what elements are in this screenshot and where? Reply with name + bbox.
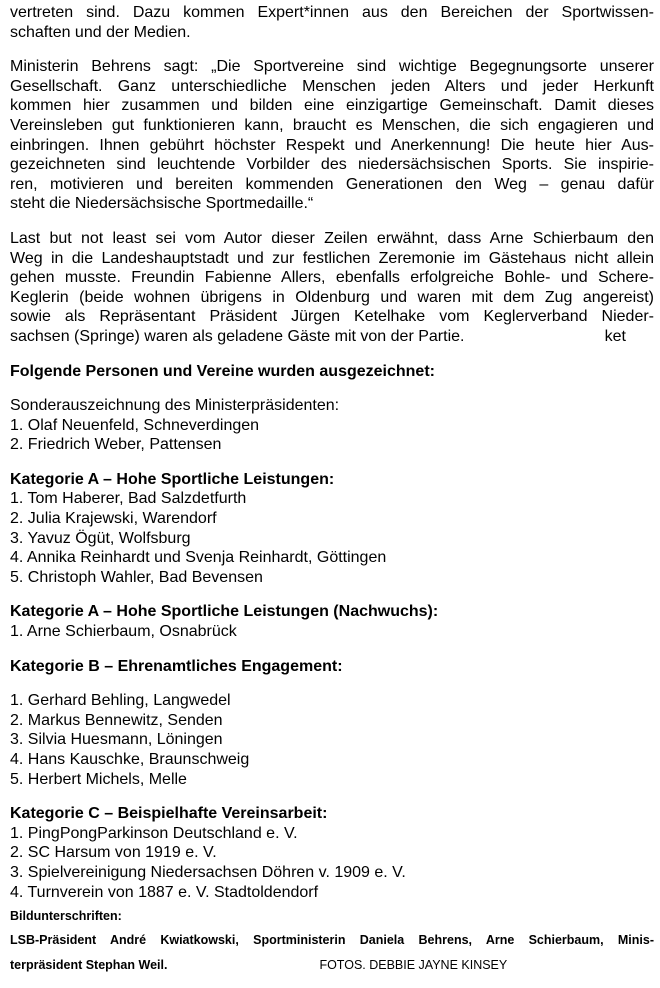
list-item: 1. Olaf Neuenfeld, Schneverdingen [10, 416, 260, 434]
text-line: sowie als Repräsentant Präsident Jürgen Ketelhake vom Keglerverband Nieder- [10, 308, 654, 326]
paragraph-last-but-not-least [10, 229, 654, 347]
text-line: Gesellschaft. Ganz unterschiedliche Menschen jeden Alters und jeder Herkunft [10, 77, 654, 95]
list-item: 1. Arne Schierbaum, Osnabrück [10, 623, 237, 641]
list-item: 4. Turnverein von 1887 e. V. Stadtoldendorf [10, 883, 319, 901]
captions-heading: Bildunterschriften: [10, 909, 122, 924]
list-item: 2. Friedrich Weber, Pattensen [10, 436, 222, 454]
section-captions [10, 908, 654, 978]
section-special-award [10, 396, 654, 455]
paragraph-intro-end [10, 3, 654, 42]
section-kategorie-a-nachwuchs [10, 602, 654, 641]
section-kategorie-a [10, 470, 654, 588]
caption-line: LSB-Präsident André Kwiatkowski, Sportministerin Daniela Behrens, Arne Schierbaum, Minis- [10, 933, 654, 948]
caption-line: terpräsident Stephan Weil. FOTOS. DEBBIE JAYNE KINSEY [10, 958, 508, 973]
text-line: einbringen. Ihnen gebührt höchster Respekt und Anerkennung! Die heute hier Aus- [10, 136, 654, 154]
section-title: Kategorie B – Ehrenamtliches Engagement: [10, 657, 343, 675]
photo-credit: FOTOS. DEBBIE JAYNE KINSEY [319, 958, 508, 973]
list-item: 2. Julia Krajewski, Warendorf [10, 510, 217, 528]
list-item: 3. Spielvereinigung Niedersachsen Döhren v. 1909 e. V. [10, 863, 406, 881]
section-kategorie-b [10, 657, 654, 790]
text-line: Keglerin (beide wohnen übrigens in Oldenburg und waren mit dem Zug angereist) [10, 288, 654, 306]
section-kategorie-c [10, 804, 654, 902]
text-line: gezeichneten sind leuchtende Vorbilder des niedersächsischen Sports. Sie inspirie- [10, 156, 654, 174]
list-item: 4. Annika Reinhardt und Svenja Reinhardt, Göttingen [10, 549, 387, 567]
list-item: 1. PingPongParkinson Deutschland e. V. [10, 824, 298, 842]
text-line: Ministerin Behrens sagt: „Die Sportvereine sind wichtige Begegnungsorte unserer [10, 58, 654, 76]
section-title: Sonderauszeichnung des Ministerpräsidenten: [10, 397, 340, 415]
list-item: 3. Yavuz Ögüt, Wolfsburg [10, 529, 191, 547]
text-line: vertreten sind. Dazu kommen Expert*innen aus den Bereichen der Sportwissen- [10, 4, 654, 21]
text-line: Weg in die Landeshauptstadt und zur festlichen Zeremonie im Gästehaus nicht allein [10, 249, 654, 267]
awarded-heading: Folgende Personen und Vereine wurden ausgezeichnet: [10, 362, 435, 380]
text-line: ren, motivieren und bereiten kommenden Generationen den Weg – genau dafür [10, 175, 654, 193]
text-line: Last but not least sei vom Autor dieser Zeilen erwähnt, dass Arne Schierbaum den [10, 229, 654, 247]
list-item: 3. Silvia Huesmann, Löningen [10, 731, 223, 749]
text-line: schaften und der Medien. [10, 23, 191, 41]
list-item: 5. Herbert Michels, Melle [10, 770, 187, 788]
list-item: 4. Hans Kauschke, Braunschweig [10, 751, 250, 768]
list-item: 5. Christoph Wahler, Bad Bevensen [10, 568, 263, 586]
document-page [10, 3, 654, 978]
list-item: 2. SC Harsum von 1919 e. V. [10, 844, 217, 862]
text-line: steht die Niedersächsische Sportmedaille.“ [10, 195, 314, 213]
section-title: Kategorie A – Hohe Sportliche Leistungen: [10, 470, 335, 488]
text-line: Vereinsleben gut funktionieren kann, braucht es Menschen, die sich engagieren und [10, 116, 654, 134]
section-title: Kategorie A – Hohe Sportliche Leistungen (Nachwuchs): [10, 603, 439, 621]
text-line: kommen hier zusammen und bilden eine einzigartige Gemeinschaft. Damit dieses [10, 97, 654, 115]
list-item: 1. Tom Haberer, Bad Salzdetfurth [10, 490, 247, 508]
list-item: 2. Markus Bennewitz, Senden [10, 711, 223, 729]
text-line: sachsen (Springe) waren als geladene Gäste mit von der Partie. [10, 327, 465, 345]
text-line: gehen musste. Freundin Fabienne Allers, ebenfalls erfolgreiche Bohle- und Schere- [10, 269, 654, 287]
list-item: 1. Gerhard Behling, Langwedel [10, 692, 231, 710]
author-signature: ket [604, 327, 626, 345]
paragraph-minister-quote [10, 57, 654, 214]
section-title: Kategorie C – Beispielhafte Vereinsarbeit: [10, 805, 328, 823]
